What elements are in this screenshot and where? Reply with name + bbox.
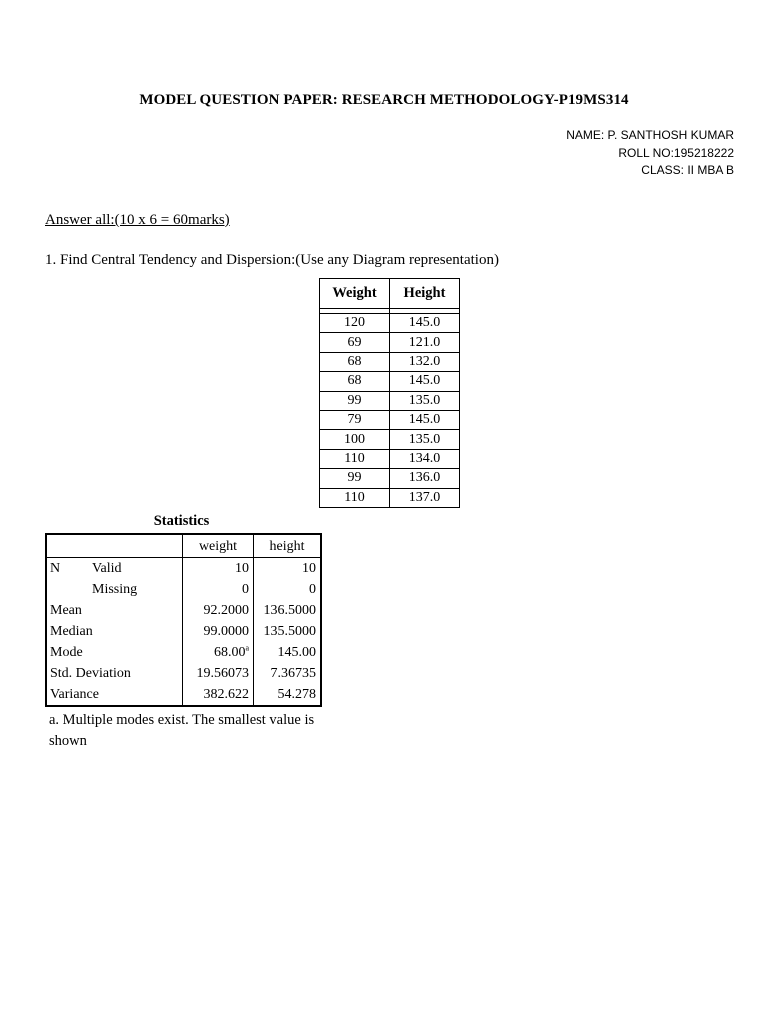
table-row (320, 488, 460, 507)
roll-number: ROLL NO:195218222 (618, 145, 734, 160)
stat-name: N (50, 561, 61, 576)
stats-footnote: a. Multiple modes exist. The smallest value is shown (49, 712, 315, 749)
height-cell: 145.0 (390, 314, 460, 333)
footnote-marker: a (245, 643, 249, 653)
data-table-body (320, 309, 460, 508)
height-cell: 135.0 (390, 391, 460, 410)
paper-title: MODEL QUESTION PAPER: RESEARCH METHODOLOGY-P19MS314 (139, 92, 629, 108)
stat-name: Mean (50, 603, 82, 618)
stat-label (46, 684, 183, 706)
stat-weight-value (183, 600, 254, 621)
stat-label (46, 642, 183, 663)
stat-name: Median (50, 624, 93, 639)
height-cell: 145.0 (390, 410, 460, 429)
stat-weight-text: 382.622 (203, 687, 249, 702)
stat-weight-value (183, 579, 254, 600)
stat-sublabel: Missing (92, 582, 138, 597)
table-row (320, 314, 460, 333)
stat-height-value: 135.5000 (254, 621, 322, 642)
stat-weight-text: 0 (242, 582, 249, 597)
stat-weight-value (183, 558, 254, 580)
student-info (566, 127, 734, 180)
height-cell: 145.0 (390, 372, 460, 391)
weight-cell: 99 (320, 469, 390, 488)
question-1: 1. Find Central Tendency and Dispersion:(Use any Diagram representation) (45, 252, 499, 268)
stat-label (46, 621, 183, 642)
height-cell: 136.0 (390, 469, 460, 488)
stat-weight-value (183, 684, 254, 706)
stat-sublabel: Valid (92, 561, 122, 576)
table-row (320, 410, 460, 429)
height-cell: 132.0 (390, 352, 460, 371)
stats-table (45, 533, 322, 707)
header-height: Height (390, 279, 460, 309)
weight-cell: 120 (320, 314, 390, 333)
stat-height-value: 136.5000 (254, 600, 322, 621)
weight-cell: 69 (320, 333, 390, 352)
weight-cell: 110 (320, 449, 390, 468)
height-cell: 135.0 (390, 430, 460, 449)
data-table (319, 278, 460, 508)
stat-height-value: 10 (254, 558, 322, 580)
student-name: NAME: P. SANTHOSH KUMAR (566, 128, 734, 142)
height-cell: 121.0 (390, 333, 460, 352)
stat-height-value: 54.278 (254, 684, 322, 706)
stat-weight-text: 92.2000 (203, 603, 249, 618)
stats-table-body (46, 558, 321, 707)
stat-weight-text: 99.0000 (203, 624, 249, 639)
height-cell: 137.0 (390, 488, 460, 507)
stat-weight-value (183, 642, 254, 663)
stat-weight-text: 19.56073 (196, 666, 249, 681)
stat-name: Variance (50, 687, 99, 702)
stats-title: Statistics (153, 513, 210, 529)
stat-weight-text: 68.00 (213, 645, 246, 660)
table-row (320, 372, 460, 391)
table-row (320, 449, 460, 468)
stat-label (46, 663, 183, 684)
weight-cell: 100 (320, 430, 390, 449)
stats-corner (46, 534, 183, 558)
stat-weight-text: 10 (235, 561, 249, 576)
table-row (46, 579, 321, 600)
stats-col-height: height (254, 534, 322, 558)
weight-cell: 68 (320, 372, 390, 391)
stat-height-value: 7.36735 (254, 663, 322, 684)
table-row (46, 621, 321, 642)
stat-weight-value (183, 663, 254, 684)
stat-height-value: 145.00 (254, 642, 322, 663)
table-row (46, 558, 321, 580)
class-info: CLASS: II MBA B (641, 163, 734, 177)
stat-label (46, 600, 183, 621)
table-row (46, 600, 321, 621)
table-row (46, 684, 321, 706)
height-cell: 134.0 (390, 449, 460, 468)
stat-weight-value (183, 621, 254, 642)
weight-cell: 99 (320, 391, 390, 410)
stats-col-weight: weight (183, 534, 254, 558)
stat-name: Std. Deviation (50, 666, 131, 681)
table-row (320, 430, 460, 449)
stat-name: Mode (50, 645, 83, 660)
weight-cell: 110 (320, 488, 390, 507)
table-row (320, 469, 460, 488)
stat-label (46, 558, 183, 580)
stat-height-value: 0 (254, 579, 322, 600)
table-row (46, 642, 321, 663)
table-row (320, 352, 460, 371)
table-row (320, 391, 460, 410)
stat-label (46, 579, 183, 600)
instruction: Answer all:(10 x 6 = 60marks) (45, 212, 230, 228)
table-row (46, 663, 321, 684)
weight-cell: 68 (320, 352, 390, 371)
table-row (320, 333, 460, 352)
weight-cell: 79 (320, 410, 390, 429)
header-weight: Weight (320, 279, 390, 309)
